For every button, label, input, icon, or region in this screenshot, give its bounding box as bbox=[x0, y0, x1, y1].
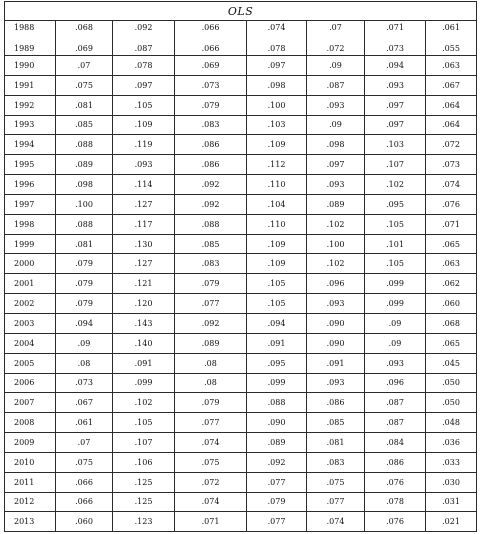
year-cell: 2007 bbox=[5, 393, 56, 413]
value-cell: .096 bbox=[365, 373, 426, 393]
value-cell: .068 bbox=[426, 313, 477, 333]
value-cell: .093 bbox=[307, 95, 365, 115]
value-cell: .110 bbox=[247, 214, 307, 234]
value-cell: .089 bbox=[56, 155, 113, 175]
value-cell: .143 bbox=[113, 313, 175, 333]
value-cell: .060 bbox=[56, 512, 113, 532]
value-label: .072 bbox=[326, 44, 345, 53]
value-cell: .099 bbox=[113, 373, 175, 393]
year-cell: 1999 bbox=[5, 234, 56, 254]
year-cell: 1990 bbox=[5, 56, 56, 76]
value-cell: .140 bbox=[113, 333, 175, 353]
value-cell: .088 bbox=[56, 135, 113, 155]
year-cell: 1997 bbox=[5, 194, 56, 214]
year-cell: 2010 bbox=[5, 452, 56, 472]
value-label: .073 bbox=[386, 44, 404, 53]
value-cell: .091 bbox=[247, 333, 307, 353]
year-cell: 2012 bbox=[5, 492, 56, 512]
value-cell: .097 bbox=[365, 95, 426, 115]
table-row bbox=[5, 115, 477, 135]
value-cell: .074 bbox=[426, 175, 477, 195]
value-cell: .109 bbox=[247, 135, 307, 155]
value-cell: .105 bbox=[247, 274, 307, 294]
value-cell: .095 bbox=[365, 194, 426, 214]
table-row bbox=[5, 95, 477, 115]
table-row bbox=[5, 433, 477, 453]
value-cell: .102 bbox=[113, 393, 175, 413]
value-cell: .094 bbox=[365, 56, 426, 76]
value-label: .07 bbox=[329, 23, 342, 32]
value-cell: .064 bbox=[426, 115, 477, 135]
value-cell: .08 bbox=[175, 373, 247, 393]
value-cell: .033 bbox=[426, 452, 477, 472]
value-cell: .104 bbox=[247, 194, 307, 214]
table-row bbox=[5, 155, 477, 175]
year-cell bbox=[5, 21, 56, 56]
year-cell: 1995 bbox=[5, 155, 56, 175]
value-cell: .076 bbox=[426, 194, 477, 214]
value-cell: .08 bbox=[56, 353, 113, 373]
value-cell: .127 bbox=[113, 254, 175, 274]
value-cell: .036 bbox=[426, 433, 477, 453]
value-cell: .079 bbox=[175, 393, 247, 413]
year-label: 1989 bbox=[14, 44, 35, 53]
value-cell: .08 bbox=[175, 353, 247, 373]
table-row bbox=[5, 413, 477, 433]
value-cell: .102 bbox=[307, 214, 365, 234]
value-cell: .066 bbox=[56, 492, 113, 512]
value-cell: .092 bbox=[175, 175, 247, 195]
value-cell: .085 bbox=[175, 234, 247, 254]
value-cell: .130 bbox=[113, 234, 175, 254]
value-label: .066 bbox=[201, 23, 220, 32]
value-cell: .090 bbox=[307, 313, 365, 333]
table-row bbox=[5, 214, 477, 234]
value-cell: .093 bbox=[307, 294, 365, 314]
value-cell: .109 bbox=[247, 234, 307, 254]
value-cell: .127 bbox=[113, 194, 175, 214]
value-cell: .07 bbox=[56, 56, 113, 76]
value-cell: .09 bbox=[56, 333, 113, 353]
table-row bbox=[5, 393, 477, 413]
value-cell: .092 bbox=[247, 452, 307, 472]
value-cell: .050 bbox=[426, 393, 477, 413]
value-cell: .060 bbox=[426, 294, 477, 314]
value-cell: .099 bbox=[365, 274, 426, 294]
value-cell: .092 bbox=[175, 194, 247, 214]
value-cell: .087 bbox=[365, 393, 426, 413]
value-cell: .109 bbox=[247, 254, 307, 274]
value-cell: .030 bbox=[426, 472, 477, 492]
value-label: .092 bbox=[134, 23, 153, 32]
value-cell: .097 bbox=[113, 75, 175, 95]
value-cell: .073 bbox=[426, 155, 477, 175]
value-label: .055 bbox=[442, 44, 460, 53]
value-cell: .114 bbox=[113, 175, 175, 195]
value-cell: .093 bbox=[365, 353, 426, 373]
value-cell: .021 bbox=[426, 512, 477, 532]
value-cell: .031 bbox=[426, 492, 477, 512]
value-cell: .066 bbox=[56, 472, 113, 492]
year-cell: 2006 bbox=[5, 373, 56, 393]
value-cell: .079 bbox=[175, 274, 247, 294]
value-cell: .119 bbox=[113, 135, 175, 155]
table-row bbox=[5, 472, 477, 492]
value-cell: .100 bbox=[56, 194, 113, 214]
table-row bbox=[5, 135, 477, 155]
value-cell: .086 bbox=[175, 135, 247, 155]
value-cell: .07 bbox=[56, 433, 113, 453]
value-cell: .078 bbox=[113, 56, 175, 76]
year-cell: 1992 bbox=[5, 95, 56, 115]
value-cell: .106 bbox=[113, 452, 175, 472]
value-cell: .105 bbox=[247, 294, 307, 314]
value-cell: .074 bbox=[175, 433, 247, 453]
value-cell: .085 bbox=[56, 115, 113, 135]
value-cell: .092 bbox=[175, 313, 247, 333]
value-cell: .093 bbox=[307, 373, 365, 393]
value-cell: .088 bbox=[247, 393, 307, 413]
year-cell: 2004 bbox=[5, 333, 56, 353]
table-row bbox=[5, 274, 477, 294]
value-cell: .071 bbox=[426, 214, 477, 234]
value-cell: .086 bbox=[307, 393, 365, 413]
table-row bbox=[5, 234, 477, 254]
table-header-row bbox=[5, 2, 477, 21]
value-cell: .078 bbox=[365, 492, 426, 512]
value-cell: .098 bbox=[56, 175, 113, 195]
value-cell: .112 bbox=[247, 155, 307, 175]
value-cell: .079 bbox=[56, 274, 113, 294]
value-label: .066 bbox=[201, 44, 220, 53]
value-cell: .065 bbox=[426, 333, 477, 353]
year-cell: 2000 bbox=[5, 254, 56, 274]
value-cell: .045 bbox=[426, 353, 477, 373]
value-cell: .087 bbox=[365, 413, 426, 433]
table-row bbox=[5, 75, 477, 95]
value-cell: .100 bbox=[247, 95, 307, 115]
table-body bbox=[5, 21, 477, 532]
value-cell bbox=[365, 21, 426, 56]
year-cell: 1998 bbox=[5, 214, 56, 234]
value-cell: .117 bbox=[113, 214, 175, 234]
table-row bbox=[5, 373, 477, 393]
year-cell: 2009 bbox=[5, 433, 56, 453]
table-row bbox=[5, 294, 477, 314]
value-cell: .083 bbox=[175, 115, 247, 135]
value-cell: .077 bbox=[247, 472, 307, 492]
value-cell: .067 bbox=[426, 75, 477, 95]
value-cell: .090 bbox=[247, 413, 307, 433]
value-cell: .105 bbox=[365, 254, 426, 274]
value-cell: .061 bbox=[56, 413, 113, 433]
value-label: .078 bbox=[267, 44, 286, 53]
value-cell: .107 bbox=[113, 433, 175, 453]
value-cell: .089 bbox=[175, 333, 247, 353]
year-cell: 2001 bbox=[5, 274, 56, 294]
value-label: .069 bbox=[75, 44, 93, 53]
value-cell: .097 bbox=[307, 155, 365, 175]
value-cell: .077 bbox=[307, 492, 365, 512]
value-cell: .093 bbox=[307, 175, 365, 195]
value-label: .074 bbox=[267, 23, 286, 32]
table-row bbox=[5, 313, 477, 333]
ols-table bbox=[4, 1, 477, 532]
year-cell: 1994 bbox=[5, 135, 56, 155]
year-cell: 1993 bbox=[5, 115, 56, 135]
value-cell: .073 bbox=[175, 75, 247, 95]
value-label: .071 bbox=[386, 23, 404, 32]
value-cell: .093 bbox=[113, 155, 175, 175]
value-cell: .077 bbox=[175, 294, 247, 314]
value-cell: .099 bbox=[365, 294, 426, 314]
value-cell: .091 bbox=[307, 353, 365, 373]
value-cell bbox=[307, 21, 365, 56]
table-row bbox=[5, 254, 477, 274]
value-cell: .090 bbox=[307, 333, 365, 353]
value-cell: .088 bbox=[175, 214, 247, 234]
value-cell: .100 bbox=[307, 234, 365, 254]
value-cell: .079 bbox=[247, 492, 307, 512]
value-cell: .079 bbox=[56, 254, 113, 274]
value-cell: .103 bbox=[365, 135, 426, 155]
value-cell: .081 bbox=[307, 433, 365, 453]
value-cell bbox=[175, 21, 247, 56]
year-cell: 1996 bbox=[5, 175, 56, 195]
value-cell: .086 bbox=[175, 155, 247, 175]
value-cell: .072 bbox=[175, 472, 247, 492]
value-cell: .067 bbox=[56, 393, 113, 413]
value-cell: .094 bbox=[56, 313, 113, 333]
value-cell: .081 bbox=[56, 95, 113, 115]
value-cell: .097 bbox=[247, 56, 307, 76]
table-title: OLS bbox=[5, 2, 477, 21]
value-label: .068 bbox=[75, 23, 93, 32]
value-cell: .065 bbox=[426, 234, 477, 254]
value-cell: .09 bbox=[307, 56, 365, 76]
value-cell: .120 bbox=[113, 294, 175, 314]
value-cell: .107 bbox=[365, 155, 426, 175]
value-cell: .094 bbox=[247, 313, 307, 333]
value-cell: .089 bbox=[247, 433, 307, 453]
value-cell: .09 bbox=[307, 115, 365, 135]
table-row bbox=[5, 194, 477, 214]
value-cell: .09 bbox=[365, 313, 426, 333]
year-cell: 2002 bbox=[5, 294, 56, 314]
value-cell: .075 bbox=[56, 452, 113, 472]
value-cell: .103 bbox=[247, 115, 307, 135]
value-cell: .062 bbox=[426, 274, 477, 294]
value-cell: .085 bbox=[307, 413, 365, 433]
value-cell bbox=[113, 21, 175, 56]
value-cell: .105 bbox=[365, 214, 426, 234]
year-cell: 2013 bbox=[5, 512, 56, 532]
value-cell: .076 bbox=[365, 512, 426, 532]
value-cell: .09 bbox=[365, 333, 426, 353]
value-cell: .084 bbox=[365, 433, 426, 453]
value-cell: .102 bbox=[307, 254, 365, 274]
year-cell: 2005 bbox=[5, 353, 56, 373]
value-cell: .083 bbox=[307, 452, 365, 472]
value-cell bbox=[426, 21, 477, 56]
value-cell: .076 bbox=[365, 472, 426, 492]
value-cell: .075 bbox=[307, 472, 365, 492]
year-label: 1988 bbox=[14, 23, 35, 32]
value-cell: .069 bbox=[175, 56, 247, 76]
value-cell: .079 bbox=[175, 95, 247, 115]
value-cell: .093 bbox=[365, 75, 426, 95]
value-cell: .098 bbox=[247, 75, 307, 95]
table-row bbox=[5, 21, 477, 56]
value-cell: .110 bbox=[247, 175, 307, 195]
table-row bbox=[5, 333, 477, 353]
value-label: .087 bbox=[134, 44, 153, 53]
value-cell: .101 bbox=[365, 234, 426, 254]
value-cell: .086 bbox=[365, 452, 426, 472]
value-label: .061 bbox=[442, 23, 460, 32]
value-cell: .121 bbox=[113, 274, 175, 294]
year-cell: 2011 bbox=[5, 472, 56, 492]
value-cell: .064 bbox=[426, 95, 477, 115]
value-cell: .091 bbox=[113, 353, 175, 373]
table-row bbox=[5, 512, 477, 532]
value-cell: .098 bbox=[307, 135, 365, 155]
value-cell: .095 bbox=[247, 353, 307, 373]
value-cell: .123 bbox=[113, 512, 175, 532]
table-row bbox=[5, 56, 477, 76]
value-cell: .072 bbox=[426, 135, 477, 155]
value-cell: .087 bbox=[307, 75, 365, 95]
table-row bbox=[5, 492, 477, 512]
value-cell: .083 bbox=[175, 254, 247, 274]
value-cell: .081 bbox=[56, 234, 113, 254]
value-cell: .125 bbox=[113, 492, 175, 512]
value-cell: .063 bbox=[426, 56, 477, 76]
value-cell: .089 bbox=[307, 194, 365, 214]
value-cell: .073 bbox=[56, 373, 113, 393]
value-cell: .074 bbox=[175, 492, 247, 512]
value-cell: .088 bbox=[56, 214, 113, 234]
value-cell bbox=[247, 21, 307, 56]
value-cell: .079 bbox=[56, 294, 113, 314]
value-cell: .077 bbox=[247, 512, 307, 532]
value-cell: .125 bbox=[113, 472, 175, 492]
value-cell: .063 bbox=[426, 254, 477, 274]
table-row bbox=[5, 353, 477, 373]
value-cell: .075 bbox=[56, 75, 113, 95]
value-cell: .048 bbox=[426, 413, 477, 433]
value-cell: .071 bbox=[175, 512, 247, 532]
value-cell: .050 bbox=[426, 373, 477, 393]
year-cell: 2008 bbox=[5, 413, 56, 433]
value-cell: .074 bbox=[307, 512, 365, 532]
table-row bbox=[5, 175, 477, 195]
value-cell: .097 bbox=[365, 115, 426, 135]
value-cell: .096 bbox=[307, 274, 365, 294]
value-cell: .077 bbox=[175, 413, 247, 433]
value-cell: .105 bbox=[113, 413, 175, 433]
year-cell: 2003 bbox=[5, 313, 56, 333]
table-row bbox=[5, 452, 477, 472]
value-cell bbox=[56, 21, 113, 56]
value-cell: .102 bbox=[365, 175, 426, 195]
value-cell: .099 bbox=[247, 373, 307, 393]
year-cell: 1991 bbox=[5, 75, 56, 95]
value-cell: .109 bbox=[113, 115, 175, 135]
value-cell: .105 bbox=[113, 95, 175, 115]
value-cell: .075 bbox=[175, 452, 247, 472]
